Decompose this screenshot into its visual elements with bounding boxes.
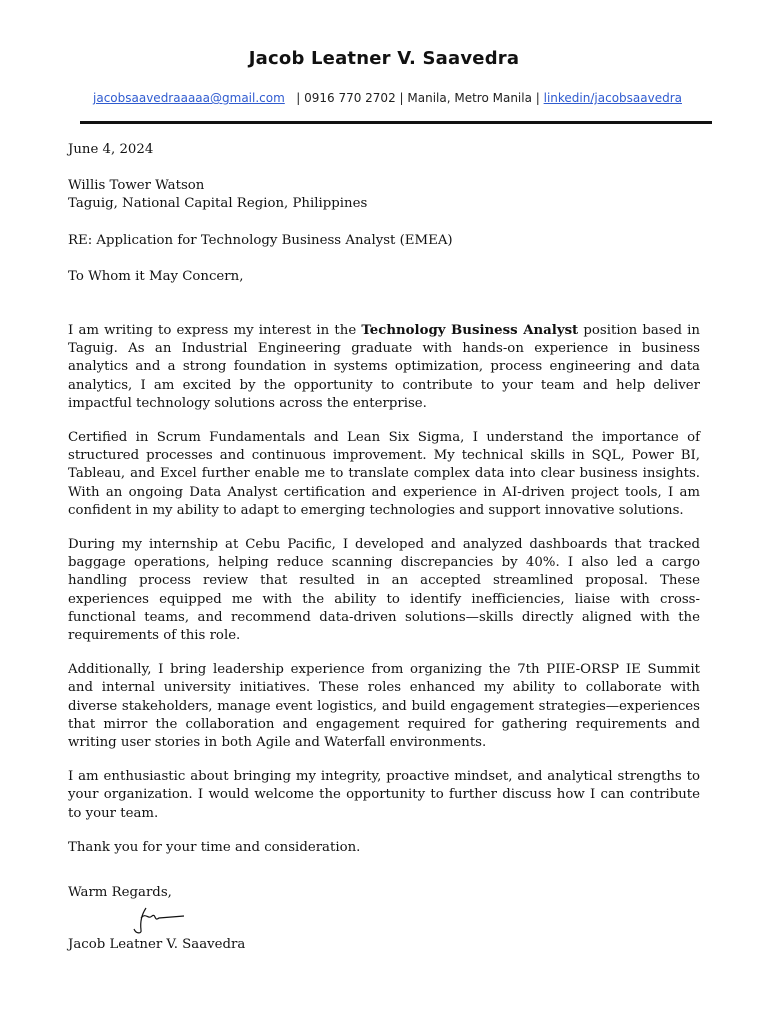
linkedin-link[interactable]: linkedin/jacobsaavedra xyxy=(543,91,682,105)
handwritten-signature xyxy=(132,904,192,936)
paragraph-leadership: Additionally, I bring leadership experience from organizing the 7th PIIE-ORSP IE Summit and internal university initiatives. These roles enhanced my ability to collaborate with diverse stakeholders, manage event logistics, and build engagement strategies—experiences that mirror the collaboration and engagement required for gathering requirements and writing user stories in both Agile and Waterfall environments. xyxy=(68,662,700,751)
letter-date: June 4, 2024 xyxy=(68,142,154,157)
paragraph-internship: During my internship at Cebu Pacific, I developed and analyzed dashboards that tracked baggage operations, helping reduce scanning discrepancies by 40%. I also led a cargo handling process review that resulted in an accepted streamlined proposal. These experiences equipped me with the ability to identify inefficiencies, liaise with cross-functional teams, and recommend data-driven solutions—skills directly aligned with the requirements of this role. xyxy=(68,537,700,644)
contact-line xyxy=(93,91,713,105)
header-divider xyxy=(80,121,712,124)
letter-body xyxy=(68,141,700,955)
contact-details: | 0916 770 2702 | Manila, Metro Manila | xyxy=(296,91,540,105)
email-link[interactable]: jacobsaavedraaaaa@gmail.com xyxy=(93,91,285,105)
signature-name: Jacob Leatner V. Saavedra xyxy=(68,937,246,953)
intro-text-end: position based in Taguig. As an Industrial Engineering graduate with hands-on experience in business analytics and a strong foundation in systems optimization, process engineering and data analytics, I am excited by the opportunity to contribute to your team and help deliver impactful technology solutions across the enterprise. xyxy=(68,323,700,411)
recipient-address: Taguig, National Capital Region, Philippines xyxy=(68,196,368,212)
applicant-name-heading: Jacob Leatner V. Saavedra xyxy=(248,48,520,69)
subject-line: RE: Application for Technology Business Analyst (EMEA) xyxy=(68,232,453,248)
paragraph-closing: I am enthusiastic about bringing my integrity, proactive mindset, and analytical strengths to your organization. I would welcome the opportunity to further discuss how I can contribute to your team. xyxy=(68,769,700,821)
thanks-line: Thank you for your time and consideration. xyxy=(68,839,361,855)
paragraph-skills: Certified in Scrum Fundamentals and Lean Six Sigma, I understand the importance of structured processes and continuous improvement. My technical skills in SQL, Power BI, Tableau, and Excel further enable me to translate complex data into clear business insights. With an ongoing Data Analyst certification and experience in AI-driven project tools, I am confident in my ability to adapt to emerging technologies and support innovative solutions. xyxy=(68,430,700,518)
position-title: Technology Business Analyst xyxy=(361,323,579,339)
intro-text-start: I am writing to express my interest in the xyxy=(68,323,362,339)
paragraph-intro xyxy=(68,322,700,413)
recipient-company: Willis Tower Watson xyxy=(68,178,205,194)
signature-area xyxy=(68,902,700,936)
closing-line: Warm Regards, xyxy=(68,885,172,901)
salutation: To Whom it May Concern, xyxy=(68,268,244,284)
